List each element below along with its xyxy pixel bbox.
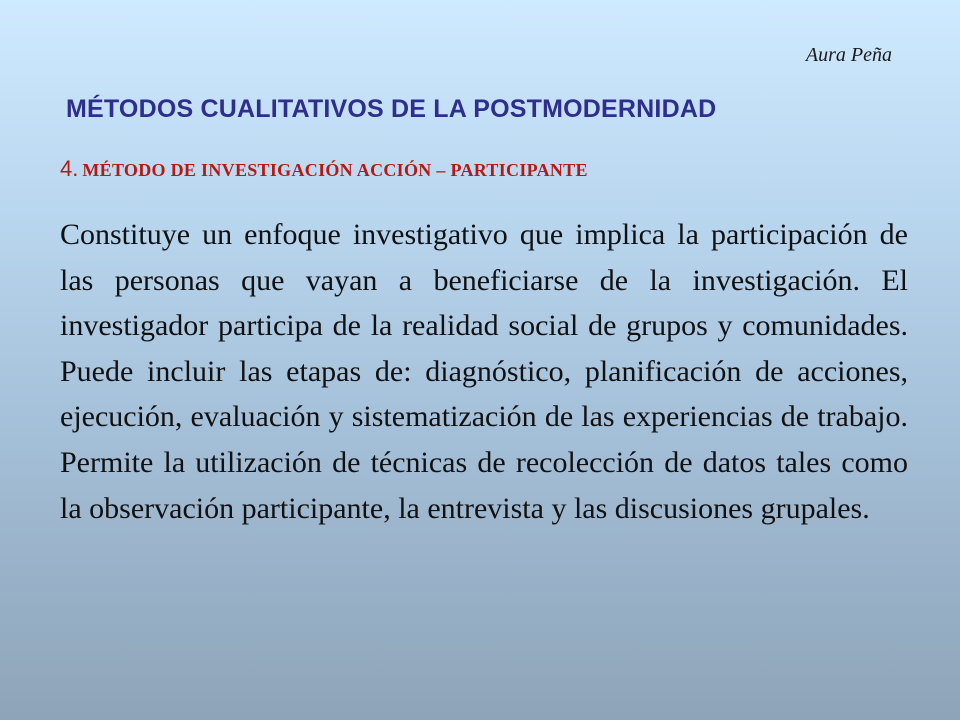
- author-name: Aura Peña: [805, 44, 892, 66]
- subtitle-text: MÉTODO DE INVESTIGACIÓN ACCIÓN – PARTICIPANTE: [82, 160, 588, 180]
- slide-subtitle: [60, 156, 910, 182]
- body-paragraph: Constituye un enfoque investigativo que implica la participación de las personas que vayan a beneficiarse de la investigación. El investigador participa de la realidad social de grupos y comunidades. Puede incluir las etapas de: diagnóstico, planificación de acciones, ejecución, evaluación y sistematización de las experiencias de trabajo. Permite la utilización de técnicas de recolección de datos tales como la observación participante, la entrevista y las discusiones grupales.: [60, 218, 908, 525]
- subtitle-number: 4.: [60, 156, 79, 181]
- slide-title: MÉTODOS CUALITATIVOS DE LA POSTMODERNIDAD: [66, 95, 717, 123]
